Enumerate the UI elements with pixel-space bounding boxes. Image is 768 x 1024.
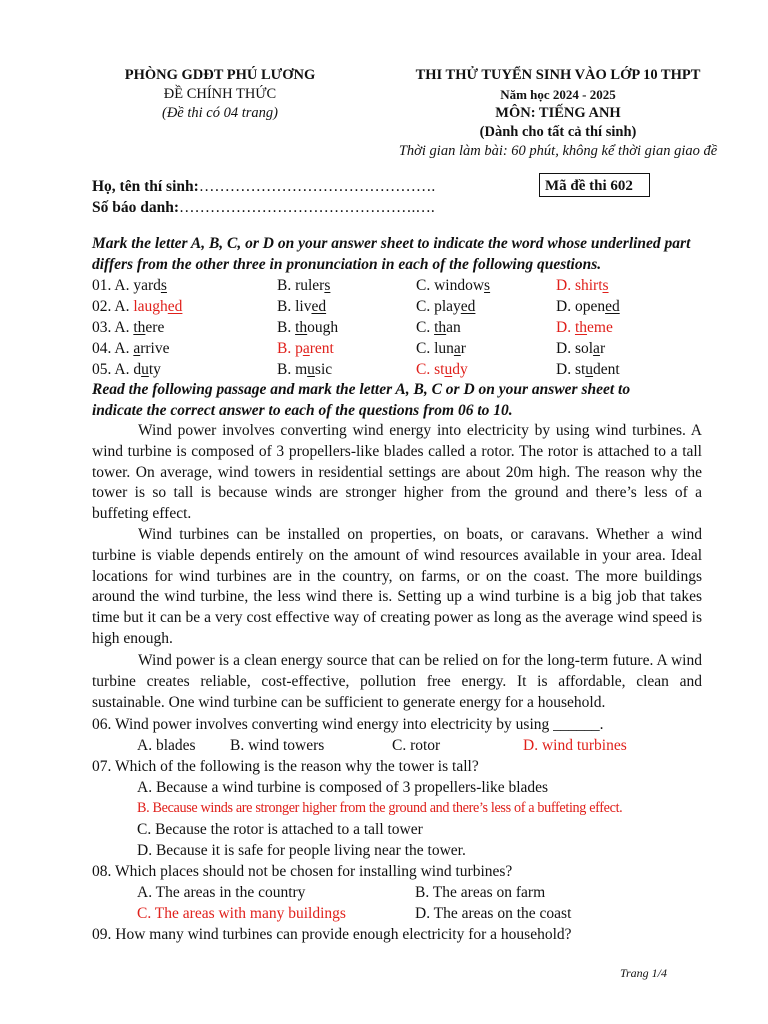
q02-option-c: C. played [416,298,476,315]
q05-option-a: duty [133,361,161,378]
q07-stem: 07. Which of the following is the reason why the tower is tall? [92,758,479,775]
question-number: 01. A. [92,277,130,294]
page-number: Trang 1/4 [620,966,668,980]
q06-option-d: D. wind turbines [523,737,627,754]
header-right [380,66,736,161]
section1-instruction-1: Mark the letter A, B, C, or D on your answer sheet to indicate the word whose underlined part [92,235,691,252]
q02-option-d: D. opened [556,298,620,315]
q08-option-b: B. The areas on farm [415,884,546,901]
pages-note: (Đề thi có 04 trang) [162,105,278,121]
q05-option-d: D. student [556,361,620,378]
q08-option-c: C. The areas with many buildings [137,905,346,922]
section1-instruction-2: differs from the other three in pronunciation in each of the following questions. [92,256,602,273]
q04-option-a: arrive [133,340,170,357]
section2-instruction-1: Read the following passage and mark the letter A, B, C or D on your answer sheet to [92,381,631,398]
q01-option-b: B. rulers [277,277,331,294]
q06-option-a: A. blades [137,737,196,754]
q08-option-d: D. The areas on the coast [415,905,572,922]
passage-paragraph-1 [92,421,702,525]
q01-option-a: yards [133,277,167,294]
q02-option-b: B. lived [277,298,327,315]
q03-option-a: there [133,319,165,336]
q07-option-a: A. Because a wind turbine is composed of 3 propellers-like blades [137,779,549,796]
q05-option-b: B. music [277,361,333,378]
official-label: ĐỀ CHÍNH THỨC [163,86,277,102]
time-note: Thời gian làm bài: 60 phút, không kể thời gian giao đề [398,143,718,159]
q06-option-b: B. wind towers [230,737,325,754]
exam-title: THI THỬ TUYỂN SINH VÀO LỚP 10 THPT [415,67,701,83]
question-number: 05. A. [92,361,130,378]
question-number: 03. A. [92,319,130,336]
q08-option-a: A. The areas in the country [137,884,306,901]
q06-option-c: C. rotor [392,737,441,754]
passage-paragraph-2 [92,525,702,650]
passage-paragraph-3 [92,651,702,713]
q06-stem: 06. Wind power involves converting wind energy into electricity by using ______. [92,716,604,733]
candidate-name-dots: ………………………………………. [198,178,436,195]
school-year: Năm học 2024 - 2025 [500,87,616,102]
q04-option-b: B. parent [277,340,334,357]
candidate-name-line [92,176,435,197]
q04-option-c: C. lunar [416,340,466,357]
q03-option-b: B. though [277,319,339,336]
q04-option-d: D. solar [556,340,606,357]
candidate-id-dots: ……………………………………….…. [179,199,435,216]
q07-option-b: B. Because winds are stronger higher from the ground and there’s less of a buffeting effect. [137,800,623,816]
q03-option-c: C. than [416,319,461,336]
question-number: 02. A. [92,298,130,315]
q08-stem: 08. Which places should not be chosen for installing wind turbines? [92,863,513,880]
passage-paragraph-1-text: Wind power involves converting wind energy into electricity by using wind turbines. A wind turbine is composed of 3 propellers-like blades called a rotor. The rotor is attached to a tall tower. On average, wind towers in residential settings are about 20m high. The reason why the tower is so tall is because winds are stronger higher from the ground and there’s less of a buffeting effect. [92,422,702,523]
question-number: 04. A. [92,340,130,357]
candidate-name-label: Họ, tên thí sinh: [92,178,199,195]
section2-instruction-2: indicate the correct answer to each of the questions from 06 to 10. [92,402,513,419]
q07-option-d: D. Because it is safe for people living near the tower. [137,842,466,859]
exam-code-box: Mã đề thi 602 [539,173,650,197]
candidate-id-line [92,197,435,218]
audience: (Dành cho tất cả thí sinh) [479,124,637,140]
q03-option-d: D. theme [556,319,613,336]
q01-option-c: C. windows [416,277,491,294]
header-left [92,66,348,123]
passage-paragraph-3-text: Wind power is a clean energy source that can be relied on for the long-term future. A wind turbine creates reliable, cost-effective, pollution free energy. It is affordable, clean and sustainable. One wind turbine can be sufficient to generate energy for a household. [92,652,702,711]
q01-option-d: D. shirts [556,277,609,294]
department-name: PHÒNG GDĐT PHÚ LƯƠNG [124,67,316,83]
q02-option-a: laughed [133,298,183,315]
passage-paragraph-2-text: Wind turbines can be installed on properties, on boats, or caravans. Whether a wind turbine is viable depends entirely on the amount of wind resources available in your area. Ideal locations for wind turbines are in the country, on farms, or on the coast. The more buildings around the wind turbine, the less wind there is. Setting up a wind turbine is a big job that takes time but it can be a very cost effective way of creating power as long as the average wind speed is high enough. [92,526,702,647]
candidate-id-label: Số báo danh: [92,199,180,216]
q07-option-c: C. Because the rotor is attached to a tall tower [137,821,423,838]
subject: MÔN: TIẾNG ANH [495,105,621,121]
q09-stem: 09. How many wind turbines can provide enough electricity for a household? [92,926,572,943]
q05-option-c: C. study [416,361,468,378]
